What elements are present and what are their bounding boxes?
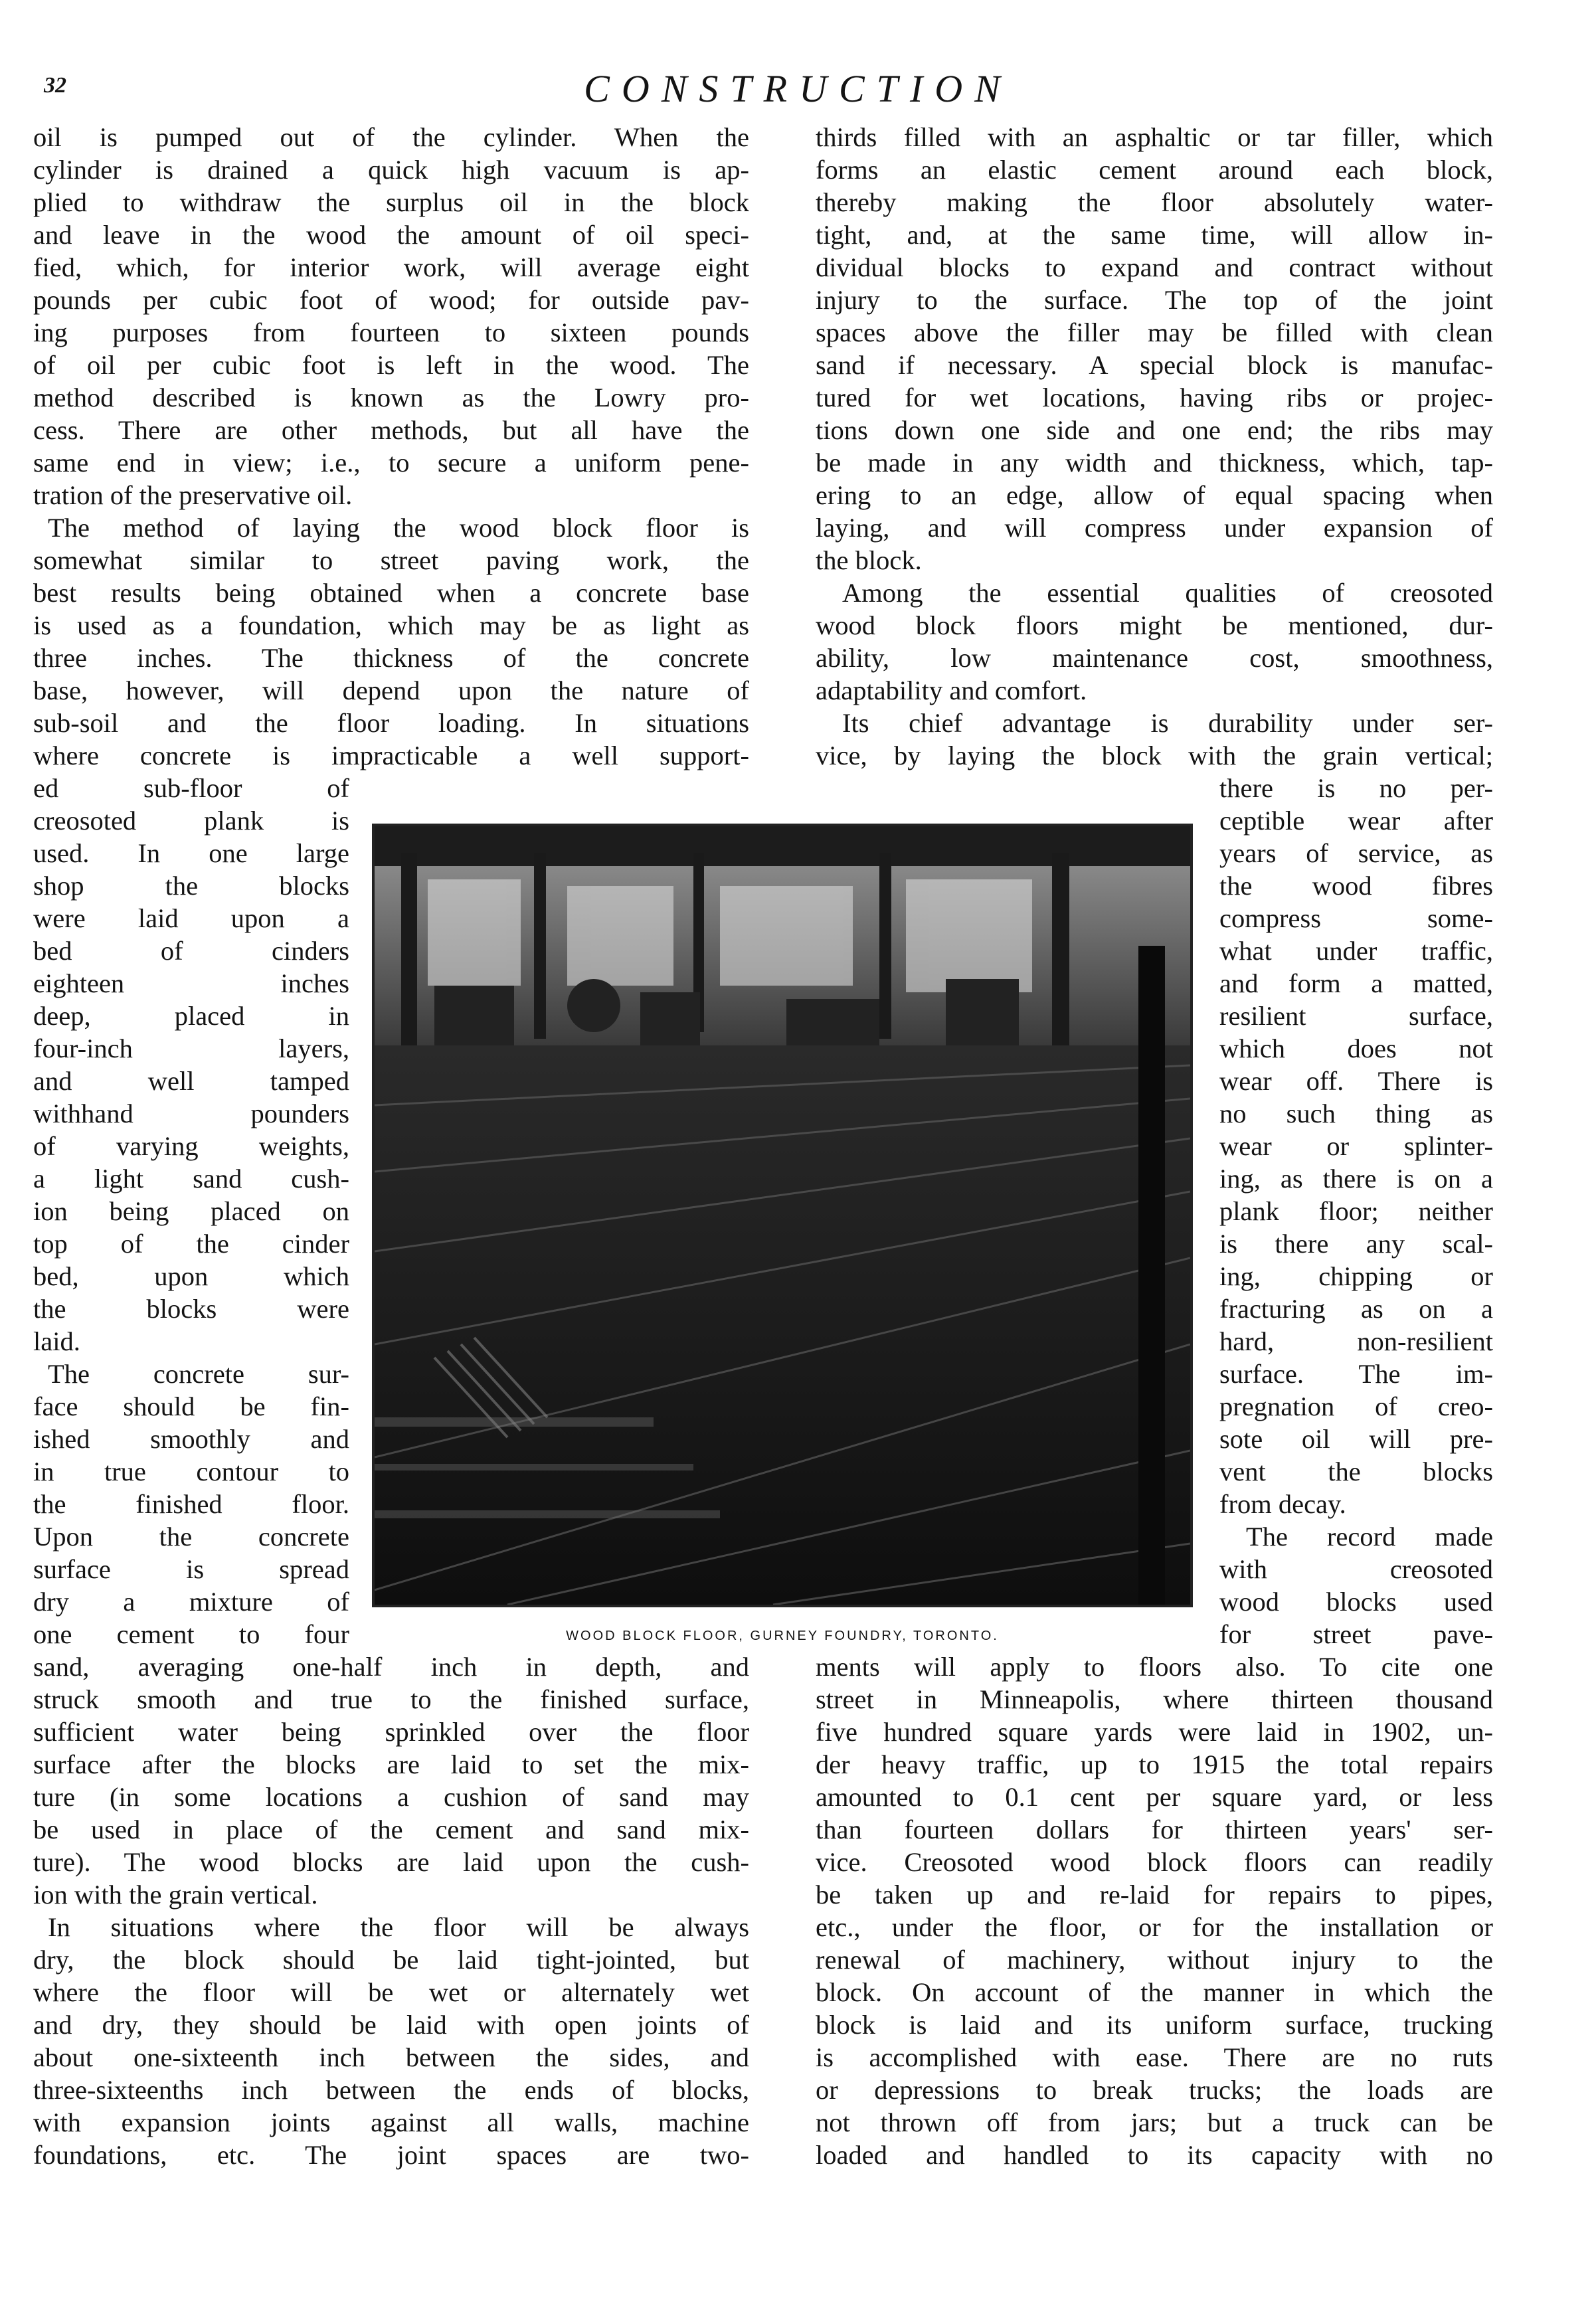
text-line: where the floor will be wet or alternately wet bbox=[33, 1977, 749, 2007]
text-line: Among the essential qualities of creosoted bbox=[842, 578, 1493, 608]
text-line: surface. The im- bbox=[1219, 1359, 1493, 1389]
text-line: top of the cinder bbox=[33, 1229, 349, 1259]
text-line: were laid upon a bbox=[33, 903, 349, 933]
text-line: one cement to four bbox=[33, 1619, 349, 1649]
text-line: where concrete is impracticable a well support- bbox=[33, 741, 749, 770]
text-line: laid. bbox=[33, 1326, 80, 1356]
text-line: ing purposes from fourteen to sixteen pounds bbox=[33, 317, 749, 347]
text-line: cylinder is drained a quick high vacuum is ap- bbox=[33, 155, 749, 185]
text-line: renewal of machinery, without injury to the bbox=[816, 1945, 1493, 1975]
text-line: vice. Creosoted wood block floors can readily bbox=[816, 1847, 1493, 1877]
text-line: is accomplished with ease. There are no ruts bbox=[816, 2042, 1493, 2072]
text-line: no such thing as bbox=[1219, 1099, 1493, 1128]
text-line: block is laid and its uniform surface, trucking bbox=[816, 2010, 1493, 2040]
text-line: pregnation of creo- bbox=[1219, 1391, 1493, 1421]
text-line: withhand pounders bbox=[33, 1099, 349, 1128]
text-line: is there any scal- bbox=[1219, 1229, 1493, 1259]
text-line: The method of laying the wood block floor is bbox=[48, 513, 749, 543]
text-line: tight, and, at the same time, will allow in- bbox=[816, 220, 1493, 250]
text-line: be taken up and re-laid for repairs to pipes, bbox=[816, 1880, 1493, 1910]
text-line: surface is spread bbox=[33, 1554, 349, 1584]
text-line: ceptible wear after bbox=[1219, 806, 1493, 836]
text-line: the blocks were bbox=[33, 1294, 349, 1324]
text-line: somewhat similar to street paving work, the bbox=[33, 545, 749, 575]
text-line: ion with the grain vertical. bbox=[33, 1880, 318, 1910]
text-line: vice, by laying the block with the grain vertical; bbox=[816, 741, 1493, 770]
text-line: ing, as there is on a bbox=[1219, 1164, 1493, 1194]
text-line: fracturing as on a bbox=[1219, 1294, 1493, 1324]
text-line: foundations, etc. The joint spaces are two- bbox=[33, 2140, 749, 2170]
text-line: wear or splinter- bbox=[1219, 1131, 1493, 1161]
text-line: pounds per cubic foot of wood; for outside pav- bbox=[33, 285, 749, 315]
text-line: der heavy traffic, up to 1915 the total repairs bbox=[816, 1749, 1493, 1779]
text-line: resilient surface, bbox=[1219, 1001, 1493, 1031]
text-line: loaded and handled to its capacity with no bbox=[816, 2140, 1493, 2170]
text-line: four-inch layers, bbox=[33, 1033, 349, 1063]
text-line: and dry, they should be laid with open joints of bbox=[33, 2010, 749, 2040]
text-line: three inches. The thickness of the concrete bbox=[33, 643, 749, 673]
text-line: be used in place of the cement and sand mix- bbox=[33, 1815, 749, 1844]
text-line: years of service, as bbox=[1219, 838, 1493, 868]
text-line: method described is known as the Lowry pro- bbox=[33, 383, 749, 412]
text-line: used. In one large bbox=[33, 838, 349, 868]
text-line: dry a mixture of bbox=[33, 1587, 349, 1617]
text-line: street in Minneapolis, where thirteen thousand bbox=[816, 1684, 1493, 1714]
text-line: creosoted plank is bbox=[33, 806, 349, 836]
text-line: which does not bbox=[1219, 1033, 1493, 1063]
text-line: ture). The wood blocks are laid upon the cush- bbox=[33, 1847, 749, 1877]
text-line: ed sub-floor of bbox=[33, 773, 349, 803]
text-line: plank floor; neither bbox=[1219, 1196, 1493, 1226]
text-line: In situations where the floor will be always bbox=[48, 1912, 749, 1942]
text-line: injury to the surface. The top of the joint bbox=[816, 285, 1493, 315]
text-line: ion being placed on bbox=[33, 1196, 349, 1226]
text-line: five hundred square yards were laid in 1902, un- bbox=[816, 1717, 1493, 1747]
text-line: tration of the preservative oil. bbox=[33, 480, 353, 510]
text-line: best results being obtained when a concrete base bbox=[33, 578, 749, 608]
text-line: in true contour to bbox=[33, 1457, 349, 1486]
text-line: adaptability and comfort. bbox=[816, 675, 1087, 705]
text-line: cess. There are other methods, but all have the bbox=[33, 415, 749, 445]
foundry-floor-illustration bbox=[375, 826, 1190, 1605]
text-line: than fourteen dollars for thirteen years' ser- bbox=[816, 1815, 1493, 1844]
text-line: from decay. bbox=[1219, 1489, 1346, 1519]
text-line: struck smooth and true to the finished surface, bbox=[33, 1684, 749, 1714]
text-line: wear off. There is bbox=[1219, 1066, 1493, 1096]
text-line: sand, averaging one-half inch in depth, and bbox=[33, 1652, 749, 1682]
figure-caption: WOOD BLOCK FLOOR, GURNEY FOUNDRY, TORONTO. bbox=[566, 1629, 999, 1643]
text-line: bed of cinders bbox=[33, 936, 349, 966]
text-line: sand if necessary. A special block is manufac- bbox=[816, 350, 1493, 380]
text-line: same end in view; i.e., to secure a uniform pene- bbox=[33, 448, 749, 478]
text-line: ture (in some locations a cushion of sand may bbox=[33, 1782, 749, 1812]
text-line: block. On account of the manner in which the bbox=[816, 1977, 1493, 2007]
text-line: for street pave- bbox=[1219, 1619, 1493, 1649]
text-line: thirds filled with an asphaltic or tar filler, which bbox=[816, 122, 1493, 152]
text-line: of varying weights, bbox=[33, 1131, 349, 1161]
text-line: tions down one side and one end; the ribs may bbox=[816, 415, 1493, 445]
text-line: laying, and will compress under expansion of bbox=[816, 513, 1493, 543]
text-line: sufficient water being sprinkled over the floor bbox=[33, 1717, 749, 1747]
text-line: eighteen inches bbox=[33, 968, 349, 998]
text-line: forms an elastic cement around each block, bbox=[816, 155, 1493, 185]
text-line: dividual blocks to expand and contract without bbox=[816, 252, 1493, 282]
text-line: wood block floors might be mentioned, dur- bbox=[816, 610, 1493, 640]
text-line: Upon the concrete bbox=[33, 1522, 349, 1552]
text-line: hard, non-resilient bbox=[1219, 1326, 1493, 1356]
text-line: not thrown off from jars; but a truck can be bbox=[816, 2107, 1493, 2137]
text-line: deep, placed in bbox=[33, 1001, 349, 1031]
text-line: is used as a foundation, which may be as light as bbox=[33, 610, 749, 640]
text-line: the finished floor. bbox=[33, 1489, 349, 1519]
text-line: and form a matted, bbox=[1219, 968, 1493, 998]
text-line: or depressions to break trucks; the loads are bbox=[816, 2075, 1493, 2105]
text-line: wood blocks used bbox=[1219, 1587, 1493, 1617]
text-line: compress some- bbox=[1219, 903, 1493, 933]
text-line: sub-soil and the floor loading. In situations bbox=[33, 708, 749, 738]
text-line: spaces above the filler may be filled with clean bbox=[816, 317, 1493, 347]
text-line: of oil per cubic foot is left in the wood. The bbox=[33, 350, 749, 380]
text-line: the wood fibres bbox=[1219, 871, 1493, 901]
text-line: bed, upon which bbox=[33, 1261, 349, 1291]
text-line: a light sand cush- bbox=[33, 1164, 349, 1194]
text-line: plied to withdraw the surplus oil in the block bbox=[33, 187, 749, 217]
text-line: ished smoothly and bbox=[33, 1424, 349, 1454]
foundry-floor-photo bbox=[372, 824, 1193, 1607]
text-line: sote oil will pre- bbox=[1219, 1424, 1493, 1454]
text-line: face should be fin- bbox=[33, 1391, 349, 1421]
text-line: The concrete sur- bbox=[48, 1359, 349, 1389]
text-line: fied, which, for interior work, will average eight bbox=[33, 252, 749, 282]
text-line: vent the blocks bbox=[1219, 1457, 1493, 1486]
text-line: base, however, will depend upon the nature of bbox=[33, 675, 749, 705]
text-line: thereby making the floor absolutely water- bbox=[816, 187, 1493, 217]
text-line: there is no per- bbox=[1219, 773, 1493, 803]
text-line: and leave in the wood the amount of oil speci- bbox=[33, 220, 749, 250]
text-line: what under traffic, bbox=[1219, 936, 1493, 966]
text-line: surface after the blocks are laid to set the mix- bbox=[33, 1749, 749, 1779]
text-line: with creosoted bbox=[1219, 1554, 1493, 1584]
text-line: shop the blocks bbox=[33, 871, 349, 901]
text-line: ability, low maintenance cost, smoothness, bbox=[816, 643, 1493, 673]
text-line: ering to an edge, allow of equal spacing when bbox=[816, 480, 1493, 510]
text-line: ments will apply to floors also. To cite one bbox=[816, 1652, 1493, 1682]
text-line: three-sixteenths inch between the ends of blocks, bbox=[33, 2075, 749, 2105]
text-line: amounted to 0.1 cent per square yard, or less bbox=[816, 1782, 1493, 1812]
text-line: be made in any width and thickness, which, tap- bbox=[816, 448, 1493, 478]
text-line: about one-sixteenth inch between the sides, and bbox=[33, 2042, 749, 2072]
text-line: dry, the block should be laid tight-jointed, but bbox=[33, 1945, 749, 1975]
text-line: The record made bbox=[1246, 1522, 1493, 1552]
text-line: ing, chipping or bbox=[1219, 1261, 1493, 1291]
text-line: oil is pumped out of the cylinder. When the bbox=[33, 122, 749, 152]
text-line: the block. bbox=[816, 545, 922, 575]
text-line: Its chief advantage is durability under ser- bbox=[842, 708, 1493, 738]
running-title: CONSTRUCTION bbox=[584, 67, 1012, 110]
text-line: and well tamped bbox=[33, 1066, 349, 1096]
text-line: tured for wet locations, having ribs or projec- bbox=[816, 383, 1493, 412]
text-line: etc., under the floor, or for the installation or bbox=[816, 1912, 1493, 1942]
text-line: with expansion joints against all walls, machine bbox=[33, 2107, 749, 2137]
page-number: 32 bbox=[44, 73, 66, 98]
